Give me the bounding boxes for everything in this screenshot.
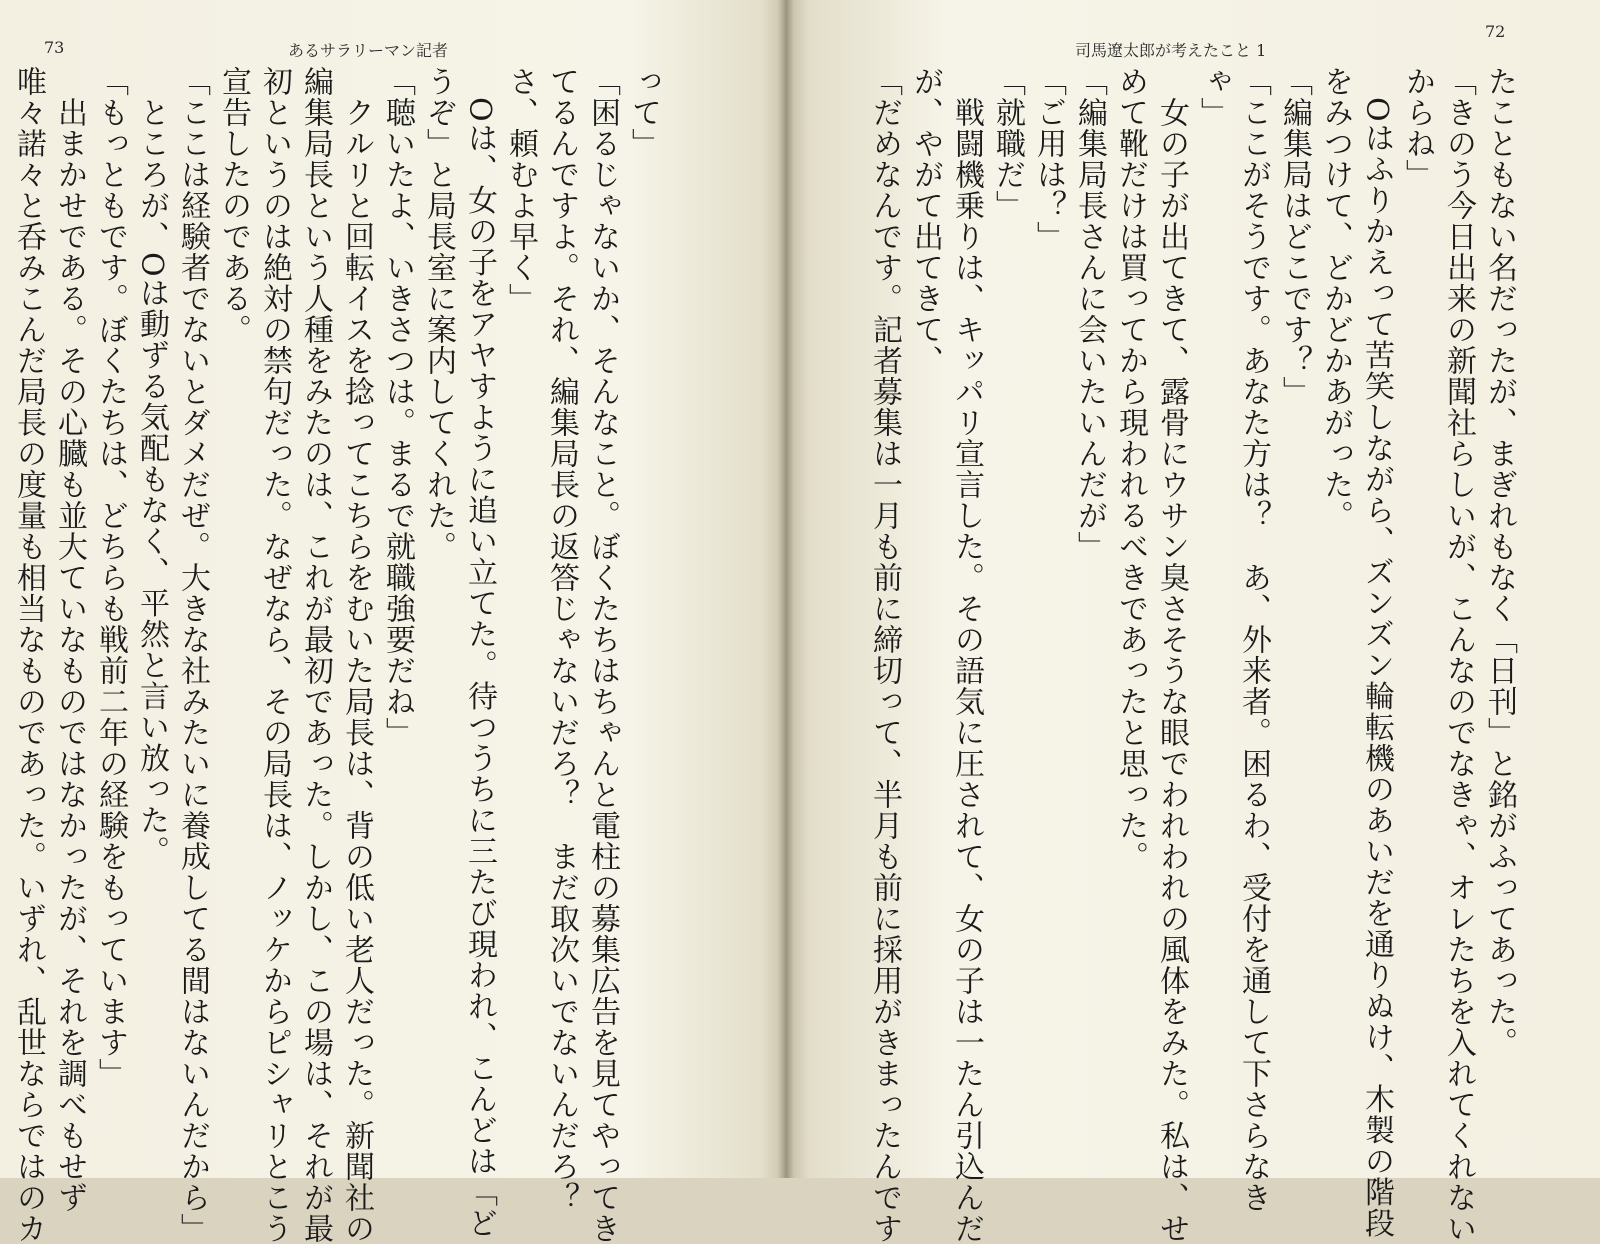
text-line: 「編集局長さんに会いたいんだが」 [1072, 66, 1107, 562]
left-running-head: あるサラリーマン記者 [288, 41, 449, 60]
text-line: クルリと回転イスを捻ってこちらをむいた局長は、背の低い老人だった。新聞社の [339, 66, 374, 1244]
text-line: 「きのう今日出来の新聞社らしいが、こんなのでなきゃ、オレたちを入れてくれない [1441, 66, 1476, 1244]
text-line: 「だめなんです。記者募集は一月も前に締切って、半月も前に採用がきまったんです [867, 66, 902, 1244]
text-line: めて靴だけは買ってから現われるべきであったと思った。 [1113, 66, 1148, 872]
text-line: 出まかせである。その心臓も並大ていなものではなかったが、それを調べもせず [52, 66, 87, 1213]
text-line: うぞ」と局長室に案内してくれた。 [421, 66, 456, 562]
text-line: Oは、女の子をアヤすように追い立てた。待つうちに三たび現われ、こんどは「ど [462, 66, 497, 1239]
text-line: って」 [626, 66, 661, 159]
text-line: てるんですよ。それ、編集局長の返答じゃないだろ？ まだ取次いでないんだろ？ [544, 66, 579, 1213]
text-line: をみつけて、どかどかあがった。 [1318, 66, 1353, 531]
text-line: 「編集局はどこです？」 [1277, 66, 1312, 407]
text-line: さ、頼むよ早く」 [503, 66, 538, 314]
text-line: ゃ」 [1195, 66, 1230, 128]
text-line: 唯々諾々と呑みこんだ局長の度量も相当なものであった。いずれ、乱世ならではのカ [11, 66, 46, 1244]
text-line: 初というのは絶対の禁句だった。なぜなら、その局長は、ノッケからピシャリとこう [257, 66, 292, 1244]
right-page-number: 72 [1485, 22, 1506, 41]
right-running-head: 司馬遼太郎が考えたこと 1 [1075, 41, 1267, 60]
text-line: 「困るじゃないか、そんなこと。ぼくたちはちゃんと電柱の募集広告を見てやってき [585, 66, 620, 1244]
text-line: 「聴いたよ、いきさつは。まるで就職強要だね」 [380, 66, 415, 748]
text-line: 戦闘機乗りは、キッパリ宣言した。その語気に圧されて、女の子は一たん引込んだ [949, 66, 984, 1244]
left-page-number: 73 [44, 38, 65, 57]
text-line: 「就職だ」 [990, 66, 1025, 221]
text-line: Oはふりかえって苦笑しながら、ズンズン輪転機のあいだを通りぬけ、木製の階段 [1359, 66, 1394, 1239]
text-line: 宣告したのである。 [216, 66, 251, 345]
text-line: ところが、Oは動ずる気配もなく、平然と言い放った。 [134, 66, 169, 867]
text-line: が、やがて出てきて、 [908, 66, 943, 376]
text-line: 「もっともです。ぼくたちは、どちらも戦前二年の経験をもっています」 [93, 66, 128, 1089]
left-page [0, 0, 785, 1244]
text-line: 「ここは経験者でないとダメだぜ。大きな社みたいに養成してる間はないんだから」 [175, 66, 210, 1244]
text-line: たこともない名だったが、まぎれもなく「日刊」と銘がふってあった。 [1482, 66, 1517, 1058]
right-page [785, 0, 1600, 1244]
right-body-text [840, 66, 1520, 1244]
text-line: 「ここがそうです。あなた方は？ あ、外来者。困るわ、受付を通して下さらなき [1236, 66, 1271, 1213]
text-line: 女の子が出てきて、露骨にウサン臭さそうな眼でわれわれの風体をみた。私は、せ [1154, 66, 1189, 1244]
text-line: 「ご用は？」 [1031, 66, 1066, 252]
text-line: 編集局長という人種をみたのは、これが最初であった。しかし、この場は、それが最 [298, 66, 333, 1244]
left-body-text [11, 66, 664, 1244]
text-line: からね」 [1400, 66, 1435, 190]
